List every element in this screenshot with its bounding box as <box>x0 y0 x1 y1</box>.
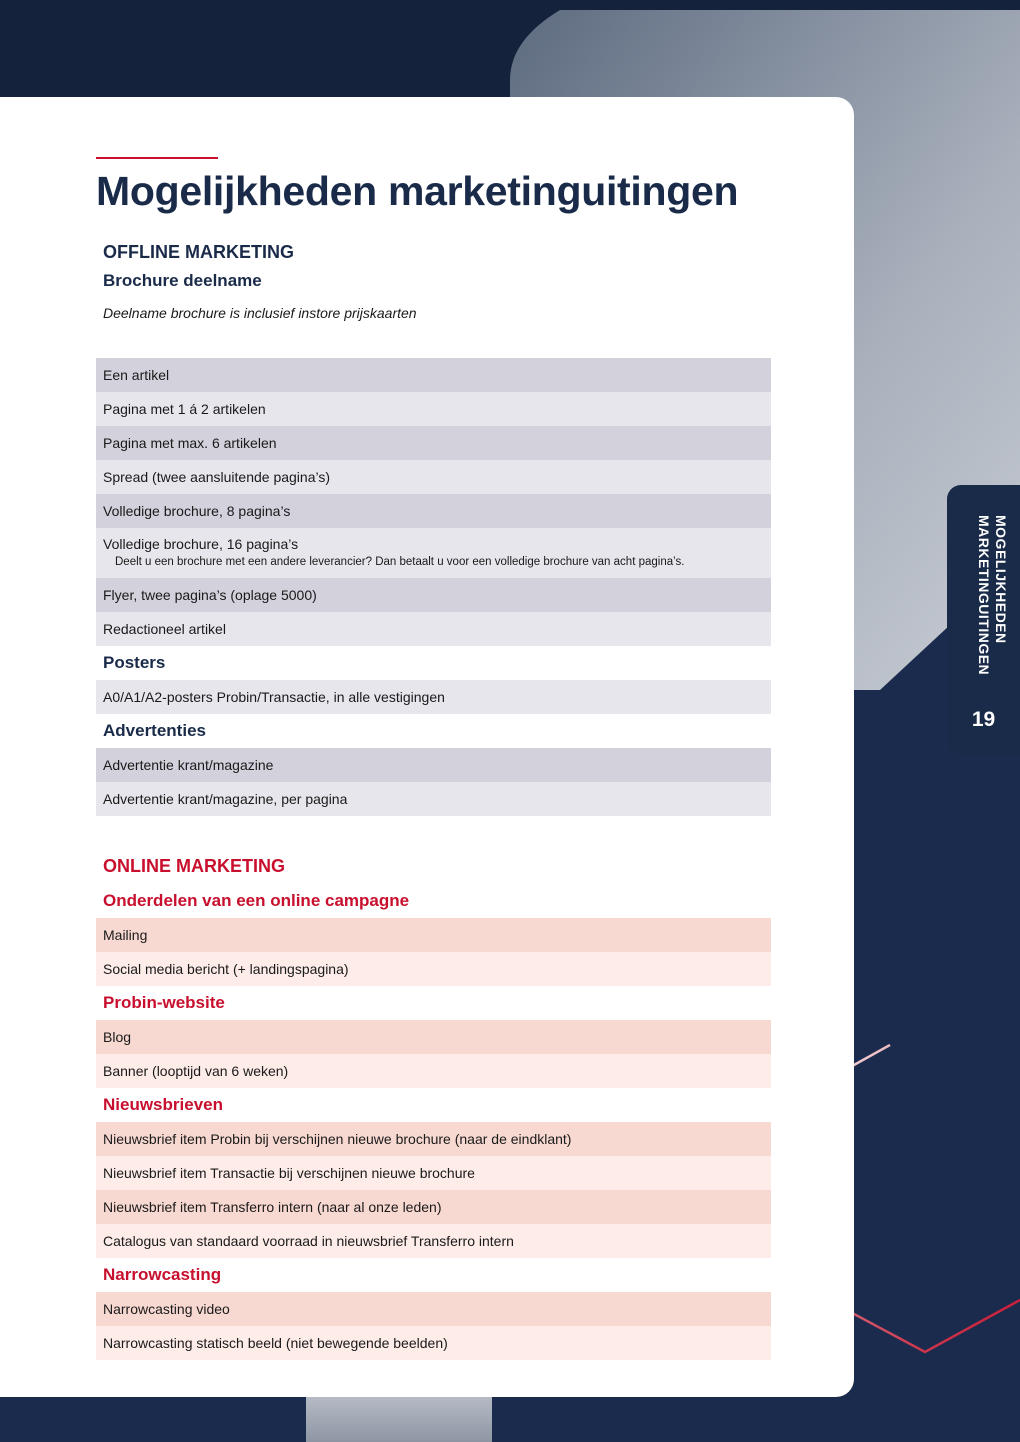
posters-heading: Posters <box>103 653 166 672</box>
table-row: Advertentie krant/magazine <box>96 748 771 782</box>
table-row: Nieuwsbrief item Transferro intern (naar al onze leden) <box>96 1190 771 1224</box>
table-row: Nieuwsbrief item Probin bij verschijnen nieuwe brochure (naar de eindklant) <box>96 1122 771 1156</box>
table-row: Volledige brochure, 8 pagina’s <box>96 494 771 528</box>
table-row: Advertentie krant/magazine, per pagina <box>96 782 771 816</box>
row-label: Volledige brochure, 16 pagina’s <box>103 536 299 552</box>
table-row: Narrowcasting video <box>96 1292 771 1326</box>
table-row: Flyer, twee pagina’s (oplage 5000) <box>96 578 771 612</box>
brochure-intro: Deelname brochure is inclusief instore prijskaarten <box>103 305 417 321</box>
table-row: Narrowcasting statisch beeld (niet bewegende beelden) <box>96 1326 771 1360</box>
table-row: Banner (looptijd van 6 weken) <box>96 1054 771 1088</box>
chapter-tab-line: MOGELIJKHEDEN <box>993 515 1009 644</box>
table-row: Blog <box>96 1020 771 1054</box>
online-marketing-heading: ONLINE MARKETING <box>103 856 285 876</box>
grey-bottom-block <box>306 1395 492 1442</box>
table-row: Redactioneel artikel <box>96 612 771 646</box>
offline-marketing-heading: OFFLINE MARKETING <box>103 242 294 262</box>
table-row: Een artikel <box>96 358 771 392</box>
table-row: Social media bericht (+ landingspagina) <box>96 952 771 986</box>
brochure-heading: Brochure deelname <box>103 271 262 290</box>
page-title: Mogelijkheden marketinguitingen <box>96 168 739 214</box>
nieuwsbrieven-heading: Nieuwsbrieven <box>103 1095 223 1114</box>
table-row: Pagina met 1 á 2 artikelen <box>96 392 771 426</box>
table-row: Nieuwsbrief item Transactie bij verschijnen nieuwe brochure <box>96 1156 771 1190</box>
page-number: 19 <box>971 708 996 731</box>
narrowcasting-heading: Narrowcasting <box>103 1265 222 1284</box>
chapter-tab-line: MARKETINGUITINGEN <box>976 515 992 676</box>
table-row: Catalogus van standaard voorraad in nieuwsbrief Transferro intern <box>96 1224 771 1258</box>
website-heading: Probin-website <box>103 993 225 1012</box>
table-row: Spread (twee aansluitende pagina’s) <box>96 460 771 494</box>
table-row: Mailing <box>96 918 771 952</box>
campagne-heading: Onderdelen van een online campagne <box>103 891 410 910</box>
chapter-tab-label <box>959 515 1009 685</box>
advertenties-heading: Advertenties <box>103 721 206 740</box>
row-note: Deelt u een brochure met een andere leverancier? Dan betaalt u voor een volledige brochure van acht pagina’s. <box>115 556 685 568</box>
table-row <box>96 528 771 578</box>
title-accent-line <box>96 157 218 159</box>
table-row: A0/A1/A2-posters Probin/Transactie, in alle vestigingen <box>96 680 771 714</box>
table-row: Pagina met max. 6 artikelen <box>96 426 771 460</box>
